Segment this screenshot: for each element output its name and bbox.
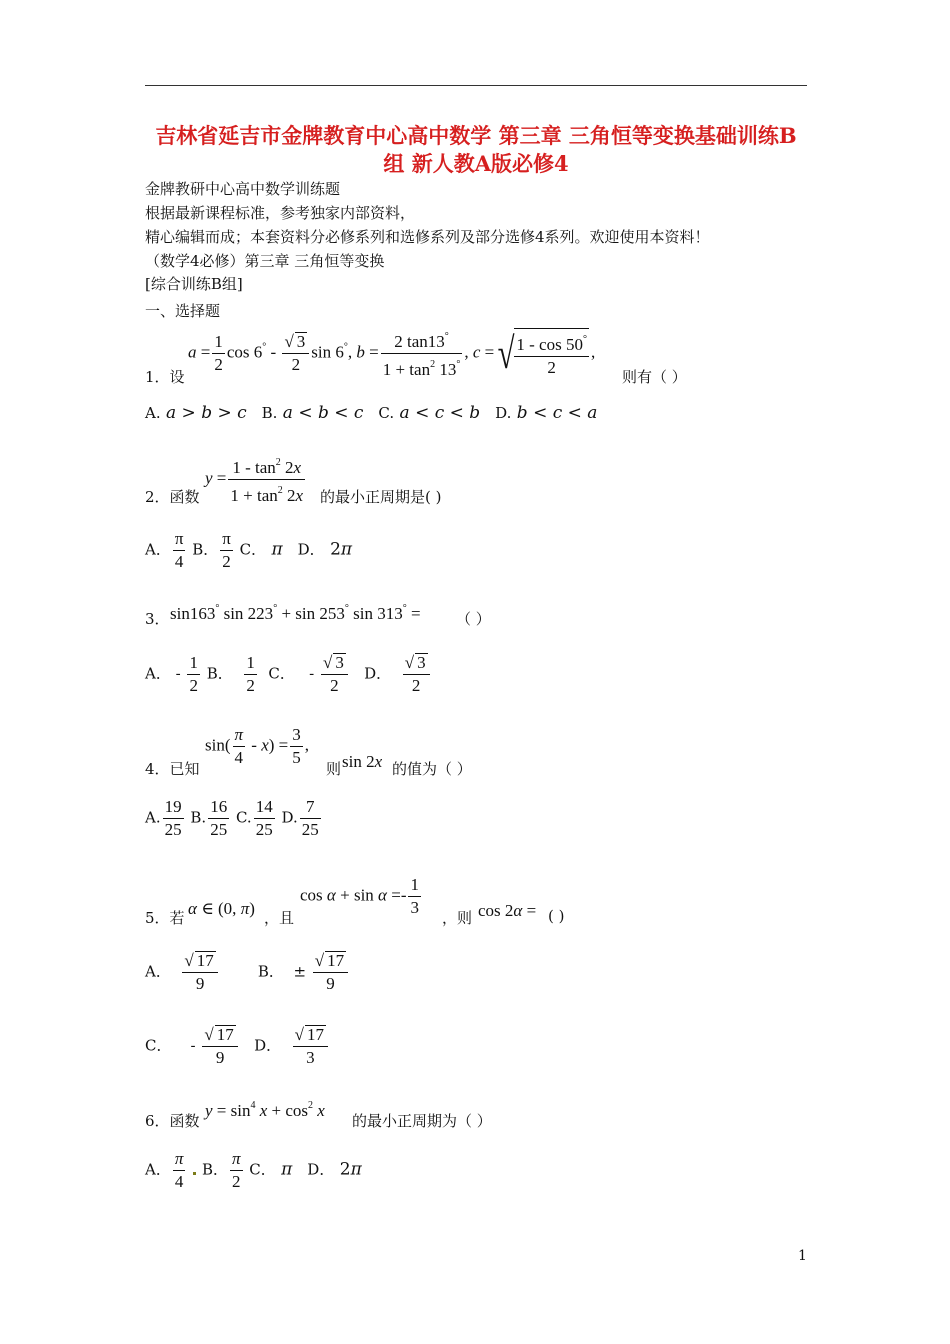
q6-number: 6．函数 [145, 1112, 200, 1130]
q4-tail-2: 的值为（ ） [392, 760, 472, 778]
q5-formula-1: α ∈ (0, π) [188, 899, 255, 918]
intro-line-5: [综合训练B组] [145, 275, 243, 293]
section-heading: 一、选择题 [145, 302, 221, 320]
intro-line-4: （数学4必修）第三章 三角恒等变换 [145, 252, 385, 270]
intro-line-3: 精心编辑而成；本套资料分必修系列和选修系列及部分选修4系列。欢迎使用本资料！ [145, 228, 710, 246]
q1-number: 1．设 [145, 368, 185, 386]
header-rule [145, 85, 807, 86]
document-title: 吉林省延吉市金牌教育中心高中数学 第三章 三角恒等变换基础训练B组 新人教A版必修4 [155, 123, 797, 176]
q2-number: 2．函数 [145, 488, 200, 506]
q6-options: A． $\frac{\pi}{4}$ B． $\frac{\pi}{2}$ C． π D． 2π [145, 1149, 362, 1191]
q1-formula: a = $\frac{1}{2}$ cos 6° - $\frac{√ 3}{2}$ sin 6°, b = $\frac{2 \tan 13^\circ}{1 + \tan^2 13^\circ}$ , c =√ $\frac{1 - \cos 50^\circ}{2}$ , [188, 326, 595, 381]
q5-formula-3: cos 2α = [478, 901, 537, 920]
q3-number: 3． [145, 610, 170, 628]
q2-tail: 的最小正周期是( ) [320, 488, 442, 506]
q2-formula: y = $\frac{1 - \tan^2 2x}{1 + \tan^2 2x}$ [205, 452, 307, 507]
q5-number: 5．若 [145, 909, 185, 927]
q4-tail: 则 [326, 760, 342, 778]
q6-formula: $y = \sin^4 x + \cos^2 x$ [205, 1100, 325, 1120]
q1-tail: 则有（ ） [622, 368, 687, 386]
intro-line-1: 金牌教研中心高中数学训练题 [145, 180, 341, 198]
q4-options: A. $\frac{19}{25}$ B. $\frac{16}{25}$ C. $\frac{14}{25}$ D. $\frac{7}{25}$ [145, 797, 319, 839]
q5-options-row-1: A． $\frac{√ 17}{9}$ B． ± $\frac{√ 17}{9}$ [145, 950, 350, 995]
q5-tail: ，且 [264, 909, 295, 927]
q5-tail-3: ( ) [548, 907, 565, 925]
q4-number: 4．已知 [145, 760, 200, 778]
q3-options: A． - $\frac{1}{2}$ B． $\frac{1}{2}$ C． - $\frac{√ 3}{2}$ D． $\frac{√ 3}{2}$ [145, 652, 432, 697]
q3-formula: sin163° sin 223° + sin 253° sin 313° = [170, 603, 421, 623]
q6-tail: 的最小正周期为（ ） [352, 1112, 492, 1130]
q5-options-row-2: C． - $\frac{√ 17}{9}$ D． $\frac{√ 17}{3}$ [145, 1024, 330, 1069]
q4-formula-2: sin 2x [342, 752, 383, 771]
q1-options: A. a > b > c B. a < b < c C. a < c < b D. b < c < a [145, 403, 598, 423]
q5-formula-2: cos α + sin α =- $\frac{1}{3}$ [300, 875, 419, 917]
q5-tail-2: ，则 [442, 909, 473, 927]
q4-formula: sin( $\frac{\pi}{4}$ - x) = $\frac{3}{5}$ , [205, 725, 309, 767]
q3-tail: （ ） [456, 610, 491, 628]
page-number: 1 [798, 1248, 807, 1264]
intro-line-2: 根据最新课程标准，参考独家内部资料， [145, 204, 416, 222]
q2-options: A． $\frac{\pi}{4}$ B． $\frac{\pi}{2}$ C． π D． 2π [145, 529, 353, 571]
